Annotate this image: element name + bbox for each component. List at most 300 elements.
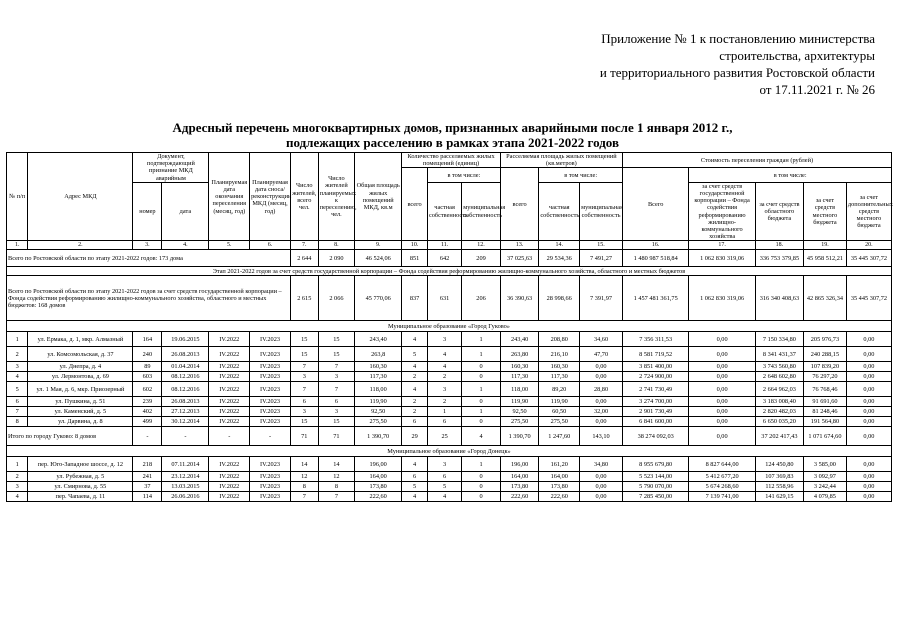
dash-cell: - xyxy=(133,427,162,446)
cell: 240 288,15 xyxy=(804,347,847,362)
cell: IV.2023 xyxy=(250,417,291,427)
cell: 8 341 431,37 xyxy=(755,347,803,362)
cell: 117,30 xyxy=(355,372,402,382)
cell: 0,00 xyxy=(580,417,623,427)
cell: 222,60 xyxy=(355,492,402,502)
dash-cell: - xyxy=(209,427,250,446)
cell: 0,00 xyxy=(846,407,891,417)
header-area-group: Расселяемая площадь жилых помещений (кв.метров) xyxy=(500,153,622,168)
cell: 160,30 xyxy=(500,362,539,372)
cell: 0,00 xyxy=(846,472,891,482)
cell: IV.2022 xyxy=(209,492,250,502)
cell: 37 xyxy=(133,482,162,492)
cell: 118,00 xyxy=(355,382,402,397)
header-fund: за счет средств государственной корпорации – Фонда содействия реформированию жилищно-коммунального хозяйства xyxy=(689,182,755,241)
cell: 0,00 xyxy=(580,472,623,482)
cell: 29 534,36 xyxy=(539,250,580,267)
cell: IV.2022 xyxy=(209,362,250,372)
cell: 47,70 xyxy=(580,347,623,362)
cell: 263,80 xyxy=(500,347,539,362)
cell: 89 xyxy=(133,362,162,372)
cell: 4 xyxy=(427,347,461,362)
cell: 13.03.2015 xyxy=(162,482,209,492)
cell: 6 xyxy=(402,417,428,427)
cell: 1 xyxy=(7,457,28,472)
cell: 603 xyxy=(133,372,162,382)
cell: IV.2023 xyxy=(250,347,291,362)
cell: 173,80 xyxy=(539,482,580,492)
cell: 6 841 600,00 xyxy=(622,417,688,427)
col-number: 19. xyxy=(804,241,847,250)
cell: 114 xyxy=(133,492,162,502)
cell: 209 xyxy=(462,250,501,267)
cell: 3 183 008,40 xyxy=(755,397,803,407)
cell: 19.06.2015 xyxy=(162,332,209,347)
cell: 2 xyxy=(427,372,461,382)
cell: 29 xyxy=(402,427,428,446)
cell: 45 958 512,21 xyxy=(804,250,847,267)
cell: 160,30 xyxy=(355,362,402,372)
header-rooms-group: Количество расселяемых жилых помещений (единиц) xyxy=(402,153,501,168)
cell: 164,00 xyxy=(539,472,580,482)
table-row xyxy=(7,397,892,407)
col-number: 6. xyxy=(250,241,291,250)
cell: 243,40 xyxy=(500,332,539,347)
cell: 191 564,80 xyxy=(804,417,847,427)
cell: 263,8 xyxy=(355,347,402,362)
cell: 1 457 481 361,75 xyxy=(622,276,688,321)
cell: 32,00 xyxy=(580,407,623,417)
header-residents-planned: Число жителей планируемых к переселению, чел. xyxy=(318,153,354,241)
cell: 14 xyxy=(318,457,354,472)
cell: IV.2023 xyxy=(250,482,291,492)
col-number: 17. xyxy=(689,241,755,250)
cell: 0,00 xyxy=(580,492,623,502)
cell: 3 xyxy=(318,407,354,417)
cell: 2 648 602,80 xyxy=(755,372,803,382)
cell: 28,80 xyxy=(580,382,623,397)
header-address: Адрес МКД xyxy=(28,153,133,241)
cell: 36 390,63 xyxy=(500,276,539,321)
cell: 5 xyxy=(427,482,461,492)
cell: 196,00 xyxy=(500,457,539,472)
cell: 0,00 xyxy=(846,482,891,492)
cell: 92,50 xyxy=(500,407,539,417)
cell: 117,30 xyxy=(539,372,580,382)
cell: 7 xyxy=(318,362,354,372)
header-incl: в том числе: xyxy=(539,168,623,182)
cell: 240 xyxy=(133,347,162,362)
cell: 164,00 xyxy=(500,472,539,482)
cell: 2 xyxy=(7,472,28,482)
cell: 0 xyxy=(462,372,501,382)
cell: IV.2023 xyxy=(250,492,291,502)
cell: 7 xyxy=(318,492,354,502)
address-cell: ул. Каменский, д. 5 xyxy=(28,407,133,417)
cell: 0,00 xyxy=(689,347,755,362)
cell: 3 xyxy=(427,457,461,472)
cell: 1 xyxy=(462,457,501,472)
cell: 38 274 092,03 xyxy=(622,427,688,446)
header-total-area: Общая площадь жилых помещений МКД, кв.м xyxy=(355,153,402,241)
title-line: Адресный перечень многоквартирных домов, признанных аварийными после 1 января 2012 г., xyxy=(172,120,733,135)
cell: 4 xyxy=(427,362,461,372)
header-area-total: всего xyxy=(500,168,539,241)
table-row xyxy=(7,472,892,482)
register-table xyxy=(6,152,892,502)
cell: 5 xyxy=(402,482,428,492)
cell: IV.2022 xyxy=(209,372,250,382)
annex-block xyxy=(575,30,875,98)
municipality-heading: Муниципальное образование «Город Донецк» xyxy=(7,446,892,457)
cell: 76 768,46 xyxy=(804,382,847,397)
cell: 71 xyxy=(290,427,318,446)
cell: 3 xyxy=(427,382,461,397)
cell: 0,00 xyxy=(580,482,623,492)
cell: 0,00 xyxy=(689,372,755,382)
cell: IV.2023 xyxy=(250,397,291,407)
cell: 0,00 xyxy=(689,332,755,347)
cell: 26.08.2013 xyxy=(162,397,209,407)
cell: 161,20 xyxy=(539,457,580,472)
cell: 2 xyxy=(427,397,461,407)
cell: 4 xyxy=(7,372,28,382)
cell: 4 xyxy=(402,332,428,347)
cell: 4 xyxy=(7,492,28,502)
cell: 26.08.2013 xyxy=(162,347,209,362)
header-doc-group: Документ, подтверждающий признание МКД аварийным xyxy=(133,153,209,183)
cell: 37 025,63 xyxy=(500,250,539,267)
cell: 117,30 xyxy=(500,372,539,382)
address-cell: ул. Смирнова, д. 55 xyxy=(28,482,133,492)
cell: 173,80 xyxy=(355,482,402,492)
cell: 7 150 334,80 xyxy=(755,332,803,347)
cell: 91 691,60 xyxy=(804,397,847,407)
col-number: 5. xyxy=(209,241,250,250)
cell: 0,00 xyxy=(846,347,891,362)
cell: 45 770,06 xyxy=(355,276,402,321)
cell: 112 558,96 xyxy=(755,482,803,492)
cell: 4 xyxy=(462,427,501,446)
cell: 1 071 674,60 xyxy=(804,427,847,446)
cell: 3 xyxy=(427,332,461,347)
cell: IV.2022 xyxy=(209,482,250,492)
cell: 0 xyxy=(462,397,501,407)
cell: 1 480 987 518,84 xyxy=(622,250,688,267)
cell: IV.2022 xyxy=(209,407,250,417)
cell: 0,00 xyxy=(689,397,755,407)
cell: 7 356 311,53 xyxy=(622,332,688,347)
header-incl: в том числе: xyxy=(689,168,892,182)
cell: 275,50 xyxy=(539,417,580,427)
cell: 8 827 644,00 xyxy=(689,457,755,472)
cell: 5 xyxy=(402,347,428,362)
header-residents: Число жителей, всего чел. xyxy=(290,153,318,241)
address-cell: ул. 1 Мая, д. 6, мкр. Приозерный xyxy=(28,382,133,397)
cell: 2 644 xyxy=(290,250,318,267)
header-planned-demolition: Планируемая дата сноса/реконструкции МКД (месяц, год) xyxy=(250,153,291,241)
table-row xyxy=(7,492,892,502)
region-total-row xyxy=(7,250,892,267)
cell: 196,00 xyxy=(355,457,402,472)
cell: 3 xyxy=(7,482,28,492)
cell: 12 xyxy=(290,472,318,482)
stage-heading: Этап 2021-2022 годов за счет средств государственной корпорации – Фонда содействия реформированию жилищно-коммунального хозяйства, областного и местных бюджетов xyxy=(7,267,892,276)
cell: 2 090 xyxy=(318,250,354,267)
col-number: 18. xyxy=(755,241,803,250)
cell: 7 xyxy=(318,382,354,397)
cell: 89,20 xyxy=(539,382,580,397)
cell: 0,00 xyxy=(689,427,755,446)
cell: 631 xyxy=(427,276,461,321)
cell: 35 445 307,72 xyxy=(846,250,891,267)
header-rooms-municipal: муниципальная собственность xyxy=(462,182,501,241)
cell: 27.12.2013 xyxy=(162,407,209,417)
address-cell: ул. Пушкина, д. 51 xyxy=(28,397,133,407)
col-number: 10. xyxy=(402,241,428,250)
cell: 8 955 679,80 xyxy=(622,457,688,472)
dash-cell: - xyxy=(162,427,209,446)
cell: 26.06.2016 xyxy=(162,492,209,502)
cell: 0,00 xyxy=(846,362,891,372)
address-cell: ул. Комсомольская, д. 37 xyxy=(28,347,133,362)
column-number-row xyxy=(7,241,892,250)
cell: 1 xyxy=(427,407,461,417)
cell: 6 xyxy=(318,397,354,407)
cell: 2 664 962,03 xyxy=(755,382,803,397)
cell: 3 242,44 xyxy=(804,482,847,492)
cell: 0,00 xyxy=(846,417,891,427)
stage-heading-row xyxy=(7,267,892,276)
cell: 34,80 xyxy=(580,457,623,472)
cell: 1 062 830 319,06 xyxy=(689,276,755,321)
cell: 34,60 xyxy=(580,332,623,347)
header-planned-end: Планируемая дата окончания переселения (месяц, год) xyxy=(209,153,250,241)
cell: IV.2023 xyxy=(250,407,291,417)
cell: 3 851 400,00 xyxy=(622,362,688,372)
cell: 124 450,80 xyxy=(755,457,803,472)
cell: 7 xyxy=(7,407,28,417)
table-row xyxy=(7,417,892,427)
col-number: 1. xyxy=(7,241,28,250)
address-cell: пер. Юго-Западное шоссе, д. 12 xyxy=(28,457,133,472)
cell: 0 xyxy=(462,362,501,372)
header-incl: в том числе: xyxy=(427,168,500,182)
cell: 222,60 xyxy=(500,492,539,502)
cell: 0,00 xyxy=(689,407,755,417)
municipality-heading-row xyxy=(7,321,892,332)
header-area-municipal: муниципальная собственность xyxy=(580,182,623,241)
header-doc-number: номер xyxy=(133,182,162,241)
cell: 2 820 482,03 xyxy=(755,407,803,417)
cell: IV.2023 xyxy=(250,362,291,372)
title-line: подлежащих расселению в рамках этапа 2021-2022 годов xyxy=(285,135,619,150)
address-cell: ул. Днепра, д. 4 xyxy=(28,362,133,372)
cell: 2 724 900,00 xyxy=(622,372,688,382)
cell: 8 xyxy=(290,482,318,492)
cell: 6 xyxy=(290,397,318,407)
header-extra: за счет дополнительных средств местного бюджета xyxy=(846,182,891,241)
cell: IV.2022 xyxy=(209,472,250,482)
cell: 499 xyxy=(133,417,162,427)
cell: 118,00 xyxy=(500,382,539,397)
cell: 08.12.2016 xyxy=(162,382,209,397)
address-cell: ул. Дарвина, д. 8 xyxy=(28,417,133,427)
col-number: 9. xyxy=(355,241,402,250)
cell: 402 xyxy=(133,407,162,417)
cell: 6 xyxy=(427,417,461,427)
cell: 60,50 xyxy=(539,407,580,417)
cell: 164,00 xyxy=(355,472,402,482)
cell: 141 629,15 xyxy=(755,492,803,502)
stage-total-label: Всего по Ростовской области по этапу 2021-2022 годов за счет средств государственной корпорации – Фонда содействия реформированию жилищно-коммунального хозяйства, областного и местных бюджетов: 168 домов xyxy=(7,276,291,321)
table-row xyxy=(7,407,892,417)
cell: 216,10 xyxy=(539,347,580,362)
cell: 30.12.2014 xyxy=(162,417,209,427)
stage-total-row xyxy=(7,276,892,321)
cell: 76 297,20 xyxy=(804,372,847,382)
cell: IV.2022 xyxy=(209,397,250,407)
cell: 2 xyxy=(402,372,428,382)
cell: 107 369,83 xyxy=(755,472,803,482)
table-row xyxy=(7,372,892,382)
cell: 7 xyxy=(290,362,318,372)
cell: 5 790 070,00 xyxy=(622,482,688,492)
cell: 2 xyxy=(402,407,428,417)
cell: 3 xyxy=(290,372,318,382)
annex-line: строительства, архитектуры xyxy=(719,48,875,63)
cell: 15 xyxy=(318,332,354,347)
cell: IV.2023 xyxy=(250,372,291,382)
cell: 1 xyxy=(462,407,501,417)
cell: 3 xyxy=(290,407,318,417)
cell: 602 xyxy=(133,382,162,397)
address-cell: ул. Рубежная, д. 5 xyxy=(28,472,133,482)
table-row xyxy=(7,457,892,472)
cell: IV.2023 xyxy=(250,332,291,347)
cell: 4 xyxy=(402,382,428,397)
cell: 160,30 xyxy=(539,362,580,372)
cell: 119,90 xyxy=(539,397,580,407)
cell: 1 390,70 xyxy=(500,427,539,446)
cell: IV.2023 xyxy=(250,457,291,472)
city-total-row xyxy=(7,427,892,446)
cell: 173,80 xyxy=(500,482,539,492)
cell: 25 xyxy=(427,427,461,446)
cell: 35 445 307,72 xyxy=(846,276,891,321)
col-number: 2. xyxy=(28,241,133,250)
cell: 205 976,73 xyxy=(804,332,847,347)
cell: 12 xyxy=(318,472,354,482)
cell: 07.11.2014 xyxy=(162,457,209,472)
cell: 0,00 xyxy=(846,457,891,472)
cell: IV.2022 xyxy=(209,417,250,427)
header-no: № п/п xyxy=(7,153,28,241)
cell: 7 285 450,00 xyxy=(622,492,688,502)
cell: 206 xyxy=(462,276,501,321)
cell: 1 xyxy=(462,332,501,347)
cell: 2 741 730,49 xyxy=(622,382,688,397)
cell: IV.2023 xyxy=(250,472,291,482)
cell: 4 xyxy=(402,492,428,502)
cell: 0,00 xyxy=(846,372,891,382)
cell: 0 xyxy=(462,482,501,492)
cell: 1 062 830 319,06 xyxy=(689,250,755,267)
cell: 42 865 326,34 xyxy=(804,276,847,321)
cell: 2 901 730,49 xyxy=(622,407,688,417)
header-rooms-total: всего xyxy=(402,168,428,241)
col-number: 11. xyxy=(427,241,461,250)
cell: 119,90 xyxy=(500,397,539,407)
region-total-label: Всего по Ростовской области по этапу 2021-2022 годов: 173 дома xyxy=(7,250,291,267)
col-number: 13. xyxy=(500,241,539,250)
cell: 8 xyxy=(318,482,354,492)
col-number: 16. xyxy=(622,241,688,250)
city-total-label: Итого по городу Гуково: 8 домов xyxy=(7,427,133,446)
col-number: 15. xyxy=(580,241,623,250)
cell: 1 xyxy=(462,382,501,397)
cell: 143,10 xyxy=(580,427,623,446)
table-row xyxy=(7,332,892,347)
cell: 23.12.2014 xyxy=(162,472,209,482)
cell: 107 839,20 xyxy=(804,362,847,372)
cell: 6 650 035,20 xyxy=(755,417,803,427)
cell: 92,50 xyxy=(355,407,402,417)
cell: 208,80 xyxy=(539,332,580,347)
col-number: 20. xyxy=(846,241,891,250)
cell: 71 xyxy=(318,427,354,446)
cell: 4 xyxy=(427,492,461,502)
cell: IV.2023 xyxy=(250,382,291,397)
cell: 37 202 417,43 xyxy=(755,427,803,446)
cell: IV.2022 xyxy=(209,382,250,397)
header-regional: за счет средств областного бюджета xyxy=(755,182,803,241)
col-number: 12. xyxy=(462,241,501,250)
cell: 316 340 408,63 xyxy=(755,276,803,321)
cell: 5 674 268,60 xyxy=(689,482,755,492)
cell: 3 585,00 xyxy=(804,457,847,472)
cell: 0 xyxy=(462,492,501,502)
cell: 01.04.2014 xyxy=(162,362,209,372)
cell: 1 xyxy=(7,332,28,347)
cell: 08.12.2016 xyxy=(162,372,209,382)
cell: 222,60 xyxy=(539,492,580,502)
address-cell: пер. Чапаева, д. 11 xyxy=(28,492,133,502)
cell: 0,00 xyxy=(689,417,755,427)
cell: 6 xyxy=(402,472,428,482)
address-cell: ул. Ермака, д. 1, мкр. Алмазный xyxy=(28,332,133,347)
col-number: 8. xyxy=(318,241,354,250)
cell: 46 524,06 xyxy=(355,250,402,267)
cell: 81 248,46 xyxy=(804,407,847,417)
annex-line: и территориального развития Ростовской области xyxy=(599,65,875,80)
cell: 336 753 379,85 xyxy=(755,250,803,267)
cell: 0,00 xyxy=(580,397,623,407)
cell: 2 xyxy=(7,347,28,362)
header-cost-total: Всего xyxy=(622,168,688,241)
cell: 0 xyxy=(462,472,501,482)
cell: 0,00 xyxy=(689,362,755,372)
municipality-heading-row xyxy=(7,446,892,457)
cell: 5 xyxy=(7,382,28,397)
dash-cell: - xyxy=(250,427,291,446)
cell: IV.2022 xyxy=(209,332,250,347)
cell: 5 412 677,20 xyxy=(689,472,755,482)
header-area-private: частная собственность xyxy=(539,182,580,241)
cell: 0,00 xyxy=(846,382,891,397)
table-row xyxy=(7,347,892,362)
cell: 0 xyxy=(462,417,501,427)
